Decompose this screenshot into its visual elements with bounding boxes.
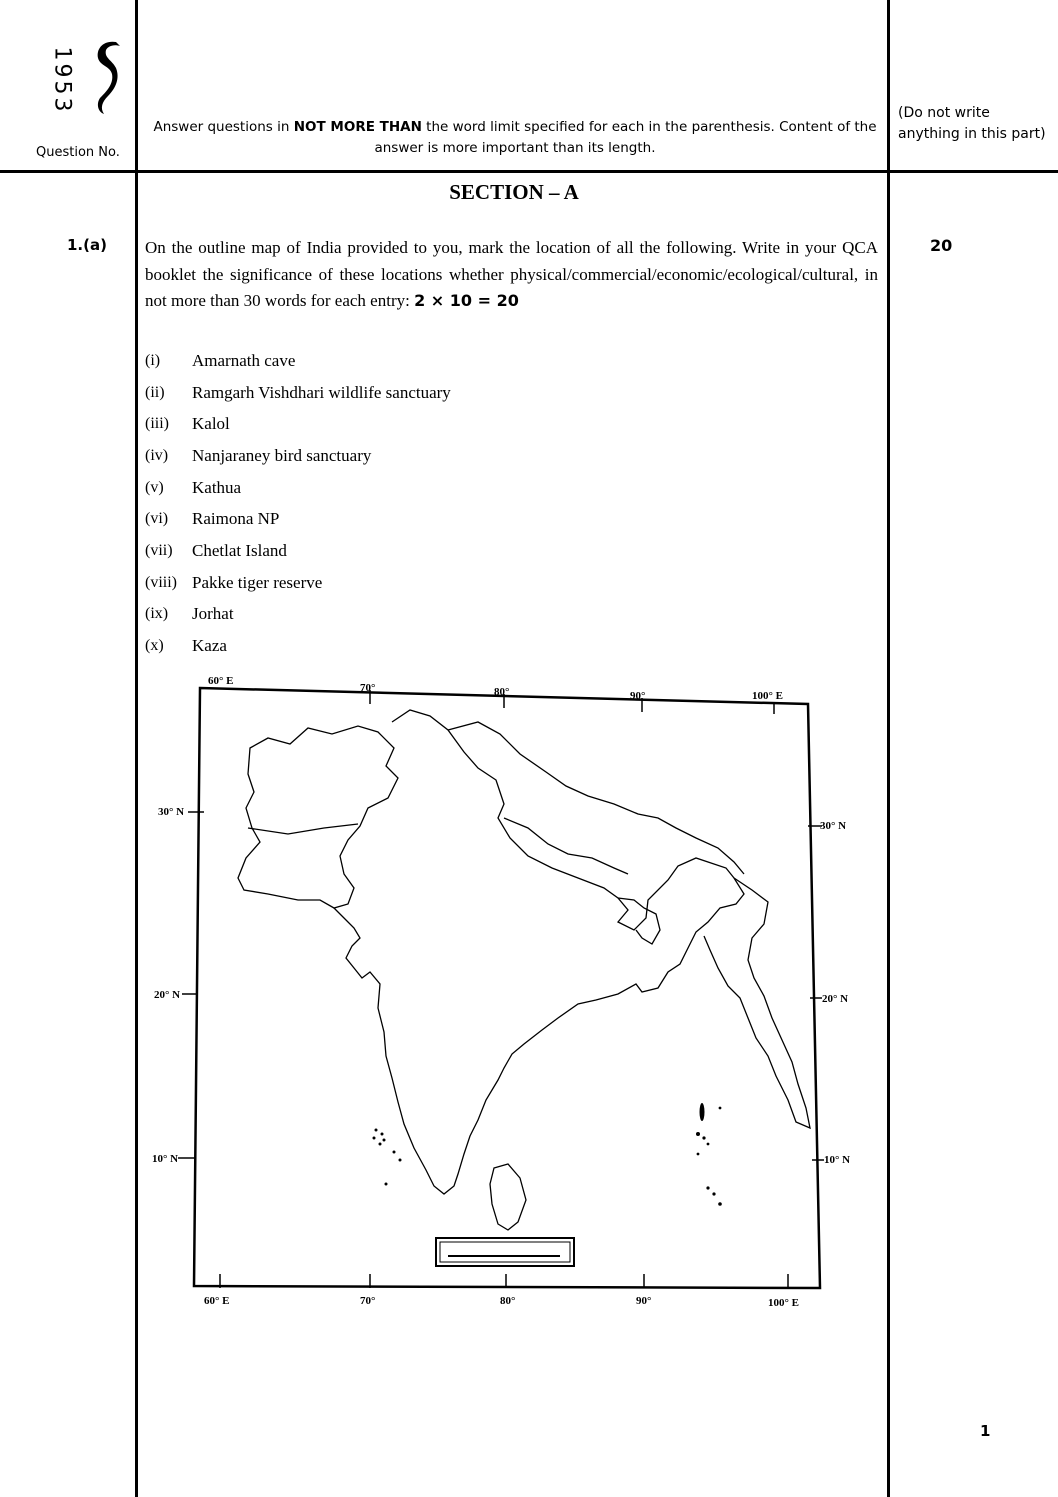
map-label-left: 10° N: [152, 1153, 179, 1165]
map-label-right: 10° N: [824, 1154, 851, 1166]
item-number: (ix): [145, 605, 169, 623]
map-label-left: 30° N: [158, 806, 185, 818]
item-label: Amarnath cave: [192, 350, 296, 370]
map-frame: [194, 688, 820, 1288]
question-body: On the outline map of India provided to you, mark the location of all the following. Write in your QCA booklet the significance of these locations whether physical/commercial/economic/ecological/cultural, in not more than 30 words for each entry:: [145, 238, 878, 310]
map-ticks: [178, 690, 824, 1288]
list-item: [145, 503, 645, 535]
map-label-right: 20° N: [822, 993, 849, 1005]
item-number: (x): [145, 637, 164, 655]
item-number: (iv): [145, 446, 169, 464]
logo-year: [44, 38, 74, 118]
item-label: Ramgarh Vishdhari wildlife sanctuary: [192, 382, 451, 402]
list-item: [145, 630, 645, 662]
map-scale-box: [436, 1238, 574, 1266]
instruction-suffix: the word limit specified for each in the parenthesis. Content of the answer is more important than its length.: [374, 119, 877, 156]
map-label-left: 20° N: [154, 989, 181, 1001]
item-label: Raimona NP: [192, 509, 280, 529]
map-label-right: 30° N: [820, 820, 847, 832]
do-not-write-note: (Do not write anything in this part): [898, 105, 1046, 142]
map-label-top: 70°: [360, 682, 376, 694]
section-title: SECTION – A: [449, 180, 579, 204]
instruction-bold: NOT MORE THAN: [293, 119, 422, 135]
item-number: (viii): [145, 573, 177, 591]
map-islands: [373, 1103, 722, 1206]
list-item: [145, 345, 645, 377]
question-no-label: Question No.: [36, 145, 120, 160]
list-item: [145, 440, 645, 472]
item-label: Jorhat: [192, 604, 234, 624]
item-number: (vi): [145, 510, 169, 528]
map-label-bottom: 80°: [500, 1295, 516, 1307]
question-number: 1.(a): [67, 236, 107, 254]
location-list: [145, 345, 645, 662]
map-label-top: 90°: [630, 690, 646, 702]
item-label: Kathua: [192, 477, 242, 497]
list-item: [145, 599, 645, 631]
header-divider: [0, 170, 1058, 173]
item-label: Kalol: [192, 414, 230, 434]
india-outline-map: [148, 668, 868, 1318]
instruction-prefix: Answer questions in: [153, 119, 294, 135]
map-label-bottom: 70°: [360, 1295, 376, 1307]
left-margin-line: [135, 0, 138, 1497]
item-number: (iii): [145, 415, 169, 433]
item-label: Chetlat Island: [192, 540, 287, 560]
list-item: [145, 408, 645, 440]
right-margin-line: [887, 0, 890, 1497]
map-label-top: 100° E: [752, 690, 783, 702]
watermark-graphic: ​: [520, 560, 570, 647]
item-number: (vii): [145, 541, 173, 559]
logo-mark-icon: [86, 36, 126, 116]
item-label: Pakke tiger reserve: [192, 572, 323, 592]
instruction-text: [148, 117, 882, 159]
item-label: Kaza: [192, 636, 227, 656]
item-label: Nanjaraney bird sanctuary: [192, 445, 372, 465]
map-label-bottom: 60° E: [204, 1295, 230, 1307]
list-item: [145, 567, 645, 599]
page-number: 1: [980, 1422, 991, 1440]
list-item: [145, 535, 645, 567]
marks-formula: 2 × 10 = 20: [414, 291, 519, 310]
list-item: [145, 472, 645, 504]
item-number: (ii): [145, 383, 165, 401]
item-number: (v): [145, 478, 164, 496]
map-label-top: 60° E: [208, 675, 234, 687]
item-number: (i): [145, 351, 161, 369]
list-item: [145, 377, 645, 409]
logo-year-text: 1953: [49, 46, 75, 115]
question-text: [145, 235, 878, 315]
map-label-top: 80°: [494, 686, 510, 698]
question-marks: 20: [930, 236, 953, 255]
map-borders: [238, 710, 810, 1230]
map-label-bottom: 90°: [636, 1295, 652, 1307]
map-label-bottom: 100° E: [768, 1297, 799, 1309]
